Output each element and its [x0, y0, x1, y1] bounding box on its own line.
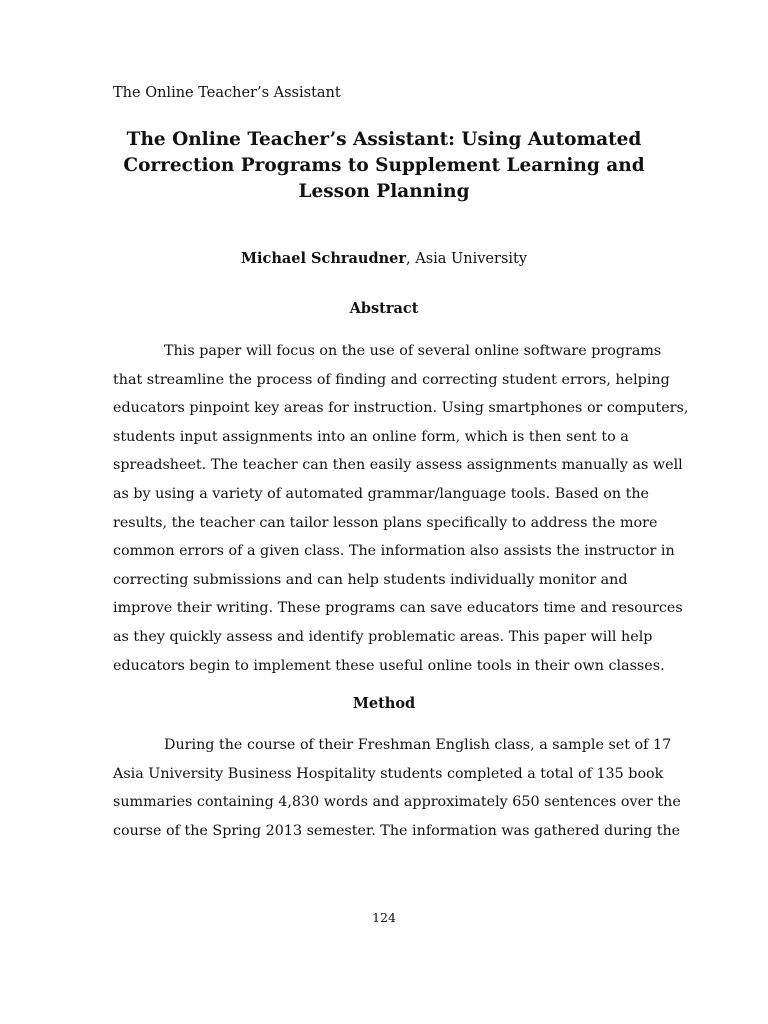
abstract-line: as by using a variety of automated grammar/language tools. Based on the [113, 485, 650, 502]
paper-title [100, 127, 668, 205]
author-separator: , [406, 251, 416, 267]
abstract-line: that streamline the process of finding and correcting student errors, helping [113, 371, 670, 388]
abstract-line: as they quickly assess and identify problematic areas. This paper will help [113, 628, 653, 645]
author-line [0, 250, 768, 267]
title-line: Correction Programs to Supplement Learning and [123, 155, 645, 176]
author-name: Michael Schraudner [240, 250, 407, 267]
abstract-paragraph [113, 337, 689, 680]
abstract-line: common errors of a given class. The information also assists the instructor in [113, 543, 675, 560]
title-line: Lesson Planning [298, 181, 470, 202]
abstract-line: students input assignments into an online form, which is then sent to a [113, 428, 629, 445]
abstract-line: correcting submissions and can help students individually monitor and [113, 571, 628, 588]
abstract-heading: Abstract [349, 300, 419, 317]
method-line: course of the Spring 2013 semester. The information was gathered during the [113, 822, 681, 839]
abstract-line: improve their writing. These programs can save educators time and resources [113, 600, 683, 617]
method-line: summaries containing 4,830 words and approximately 650 sentences over the [113, 794, 681, 811]
abstract-line: educators begin to implement these useful online tools in their own classes. [113, 657, 665, 674]
method-line: Asia University Business Hospitality students completed a total of 135 book [113, 765, 664, 782]
page-number: 124 [372, 910, 396, 925]
author-affiliation: Asia University [415, 251, 528, 267]
method-heading: Method [352, 695, 416, 712]
abstract-line: results, the teacher can tailor lesson plans specifically to address the more [113, 514, 658, 531]
abstract-line: This paper will focus on the use of several online software programs [164, 343, 662, 359]
method-line: During the course of their Freshman English class, a sample set of 17 [164, 737, 672, 753]
abstract-line: spreadsheet. The teacher can then easily assess assignments manually as well [113, 457, 683, 474]
abstract-line: educators pinpoint key areas for instruction. Using smartphones or computers, [113, 400, 689, 417]
method-paragraph [113, 731, 681, 845]
title-line: The Online Teacher’s Assistant: Using Automated [126, 129, 642, 150]
running-head: The Online Teacher’s Assistant [113, 85, 341, 101]
